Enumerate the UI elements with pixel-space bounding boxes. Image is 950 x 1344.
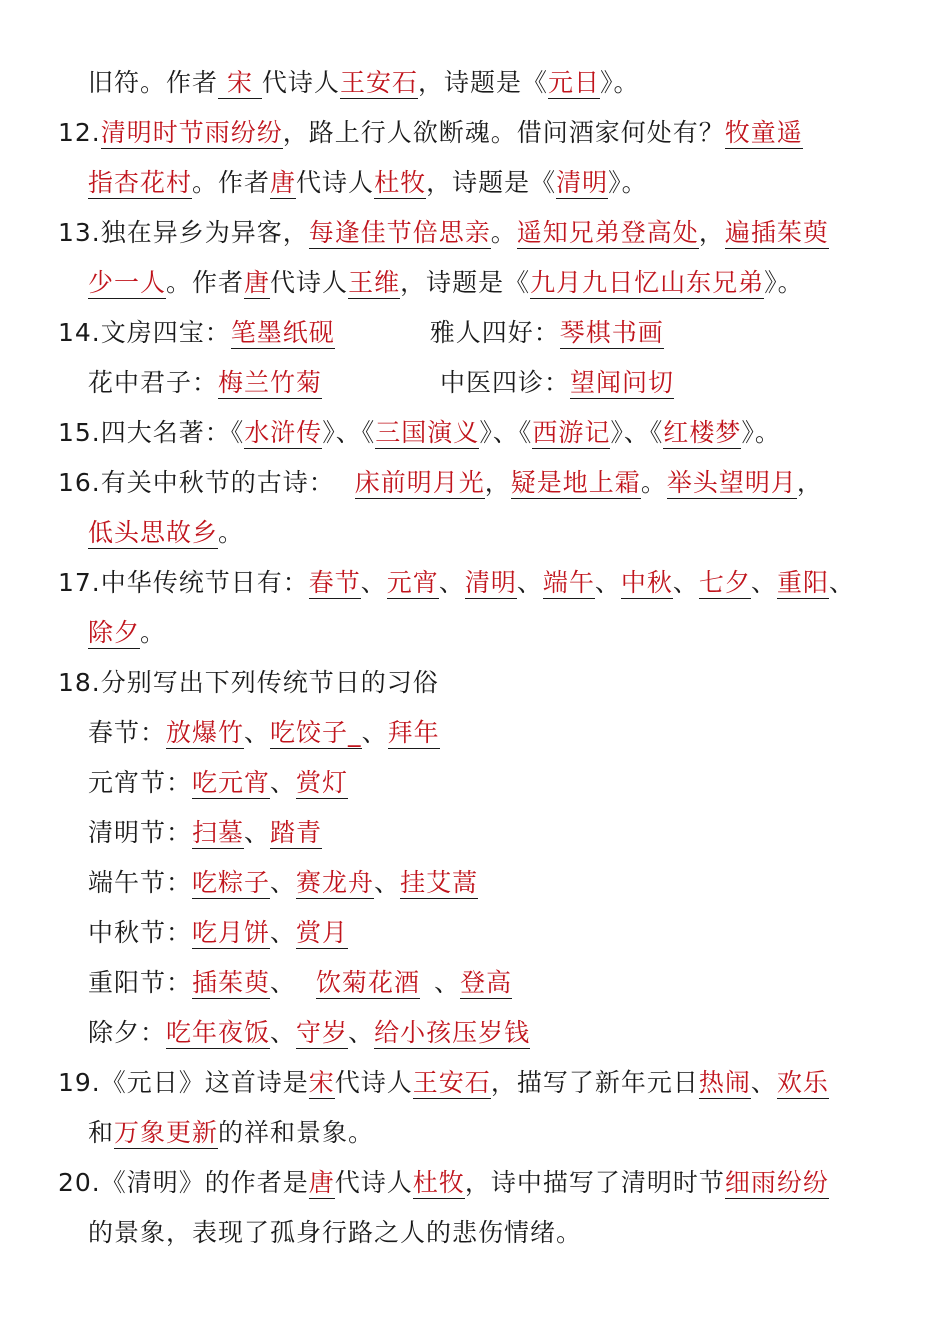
question-text: 、 [244, 718, 271, 747]
answer-text: 唐 [244, 268, 271, 297]
text-line [58, 1065, 829, 1101]
answer-text: 遥知兄弟登高处 [516, 218, 699, 247]
question-text: 除夕： [88, 1018, 167, 1047]
answer-text: 笔墨纸砚 [230, 318, 335, 347]
answer-text: 除夕 [88, 618, 141, 647]
question-text: 的景象，表现了孤身行路之人的悲伤情绪。 [88, 1218, 583, 1247]
answer-text: 九月九日忆山东兄弟 [530, 268, 765, 297]
answer-text: 少一人 [88, 268, 167, 297]
answer-text: 清明时节雨纷纷 [100, 118, 283, 147]
question-text: 雅人四好： [429, 318, 560, 347]
text-line [58, 465, 823, 501]
question-text: 》。 [608, 168, 648, 197]
answer-text: 指杏花村 [88, 168, 193, 197]
answer-text: 赏灯 [296, 768, 349, 797]
question-text: 、 [750, 1068, 777, 1097]
question-text: ，诗题是《 [417, 68, 548, 97]
answer-text: 插茱萸 [192, 968, 271, 997]
answer-text: 春节 [308, 568, 361, 597]
text-line [58, 215, 829, 251]
question-text: 、 [374, 868, 401, 897]
text-line [88, 915, 348, 951]
question-text: 春节： [88, 718, 167, 747]
answer-text: 举头望明月 [666, 468, 797, 497]
answer-text: 给小孩压岁钱 [374, 1018, 531, 1047]
question-text: 、 [672, 568, 699, 597]
answer-text: 牧童遥 [724, 118, 803, 147]
question-text: 17.中华传统节日有： [58, 568, 309, 597]
answer-text: 红楼梦 [663, 418, 742, 447]
question-text: ，诗题是《 [400, 268, 531, 297]
answer-text: 杜牧 [374, 168, 427, 197]
answer-text: 床前明月光 [354, 468, 485, 497]
question-text: 、 [828, 568, 855, 597]
question-text: 中秋节： [88, 918, 193, 947]
question-text: 、 [594, 568, 621, 597]
text-line [58, 115, 803, 151]
question-text: ， [698, 218, 725, 247]
question-text: 端午节： [88, 868, 193, 897]
question-text: ，描写了新年元日 [490, 1068, 699, 1097]
answer-text: 王安石 [339, 68, 418, 97]
answer-text: 中秋 [620, 568, 673, 597]
question-text: 、 [270, 968, 297, 997]
question-text: ，诗中描写了清明时节 [464, 1168, 725, 1197]
question-text: ，诗题是《 [426, 168, 557, 197]
text-line [58, 1165, 829, 1201]
question-text: 清明节： [88, 818, 193, 847]
answer-text: 唐 [270, 168, 297, 197]
text-line [58, 415, 781, 451]
question-text: 14.文房四宝： [58, 318, 231, 347]
answer-text: 饮菊花酒 [316, 968, 421, 997]
question-text: 、 [270, 768, 297, 797]
text-line [58, 315, 664, 351]
question-text: 、 [434, 968, 461, 997]
text-line [88, 265, 804, 301]
answer-text: 每逢佳节倍思亲 [308, 218, 491, 247]
question-text: 。作者 [166, 268, 245, 297]
answer-text: 拜年 [387, 718, 440, 747]
answer-text: 登高 [460, 968, 513, 997]
question-text: 。 [640, 468, 667, 497]
question-text: 》、《 [322, 418, 376, 447]
answer-text: 扫墓 [192, 818, 245, 847]
answer-text: 吃元宵 [192, 768, 271, 797]
question-text: 15.四大名著：《 [58, 418, 245, 447]
question-text: 16.有关中秋节的古诗： [58, 468, 335, 497]
answer-text: 王维 [348, 268, 401, 297]
answer-text: 宋 [218, 68, 262, 97]
text-line [88, 715, 440, 751]
answer-text: 万象更新 [114, 1118, 219, 1147]
text-line [88, 765, 348, 801]
answer-text: 欢乐 [776, 1068, 829, 1097]
question-text: 中医四诊： [440, 368, 571, 397]
answer-text: 杜牧 [412, 1168, 465, 1197]
text-line [88, 965, 512, 1001]
text-line [88, 515, 244, 551]
answer-text: 琴棋书画 [559, 318, 664, 347]
text-line [58, 665, 439, 701]
question-text: 、 [348, 1018, 375, 1047]
text-line [88, 865, 478, 901]
answer-text: 端午 [542, 568, 595, 597]
answer-text: 三国演义 [375, 418, 480, 447]
question-text: 、 [270, 868, 297, 897]
question-text: ，路上行人欲断魂。借问酒家何处有？ [282, 118, 725, 147]
text-line [88, 1015, 530, 1051]
question-text: 旧符。作者 [88, 68, 219, 97]
question-text: 、 [361, 718, 388, 747]
answer-text: 守岁 [296, 1018, 349, 1047]
question-text: 。 [218, 518, 245, 547]
answer-text: 热闹 [698, 1068, 751, 1097]
text-line [88, 1215, 582, 1251]
answer-text: 唐 [308, 1168, 335, 1197]
question-text: 、 [438, 568, 465, 597]
answer-text: 清明 [464, 568, 517, 597]
answer-text: 放爆竹 [166, 718, 245, 747]
answer-text: 梅兰竹菊 [218, 368, 323, 397]
question-text: 代诗人 [296, 168, 375, 197]
question-text: 》。 [764, 268, 804, 297]
answer-text: 吃粽子 [192, 868, 271, 897]
text-line [88, 615, 166, 651]
answer-text: 七夕 [698, 568, 751, 597]
question-text: 20.《清明》的作者是 [58, 1168, 309, 1197]
answer-text: 望闻问切 [570, 368, 675, 397]
text-line [88, 815, 322, 851]
question-text: 代诗人 [270, 268, 349, 297]
question-text: 、 [360, 568, 387, 597]
answer-text: 赏月 [296, 918, 349, 947]
answer-text: 王安石 [412, 1068, 491, 1097]
question-text: 的祥和景象。 [218, 1118, 375, 1147]
question-text: 12. [58, 118, 101, 147]
question-text: 》。 [741, 418, 781, 447]
answer-text: 元宵 [386, 568, 439, 597]
question-text: 代诗人 [334, 1168, 413, 1197]
text-line [58, 565, 855, 601]
answer-text: 吃年夜饭 [166, 1018, 271, 1047]
text-line [88, 365, 674, 401]
question-text: 》、《 [610, 418, 664, 447]
question-text: ， [796, 468, 823, 497]
answer-text: 挂艾蒿 [400, 868, 479, 897]
answer-text: 西游记 [532, 418, 611, 447]
question-text: 花中君子： [88, 368, 219, 397]
text-line [88, 165, 648, 201]
answer-text: 遍插茱萸 [724, 218, 829, 247]
question-text: 19.《元日》这首诗是 [58, 1068, 309, 1097]
answer-text: 元日 [547, 68, 600, 97]
answer-text: 吃饺子_ [270, 718, 362, 747]
text-line [88, 1115, 374, 1151]
answer-text: 细雨纷纷 [724, 1168, 829, 1197]
question-text: 》、《 [479, 418, 533, 447]
answer-text: 低头思故乡 [88, 518, 219, 547]
question-text: 代诗人 [334, 1068, 413, 1097]
question-text: 重阳节： [88, 968, 193, 997]
answer-text: 重阳 [776, 568, 829, 597]
question-text: 代诗人 [261, 68, 340, 97]
question-text: ， [484, 468, 511, 497]
answer-text: 宋 [308, 1068, 335, 1097]
question-text: 。 [140, 618, 167, 647]
question-text: 。作者 [192, 168, 271, 197]
question-text: 和 [88, 1118, 115, 1147]
question-text: 13.独在异乡为异客， [58, 218, 309, 247]
question-text: 、 [270, 1018, 297, 1047]
question-text: 》。 [599, 68, 640, 97]
question-text: 、 [516, 568, 543, 597]
question-text: 元宵节： [88, 768, 193, 797]
answer-text: 清明 [556, 168, 609, 197]
text-line [88, 65, 640, 101]
answer-text: 疑是地上霜 [510, 468, 641, 497]
question-text: 18.分别写出下列传统节日的习俗 [58, 668, 439, 697]
question-text: 、 [750, 568, 777, 597]
answer-text: 水浒传 [244, 418, 323, 447]
answer-text: 吃月饼 [192, 918, 271, 947]
question-text: 。 [490, 218, 517, 247]
answer-text: 赛龙舟 [296, 868, 375, 897]
answer-text: 踏青 [270, 818, 323, 847]
question-text: 、 [270, 918, 297, 947]
question-text: 、 [244, 818, 271, 847]
